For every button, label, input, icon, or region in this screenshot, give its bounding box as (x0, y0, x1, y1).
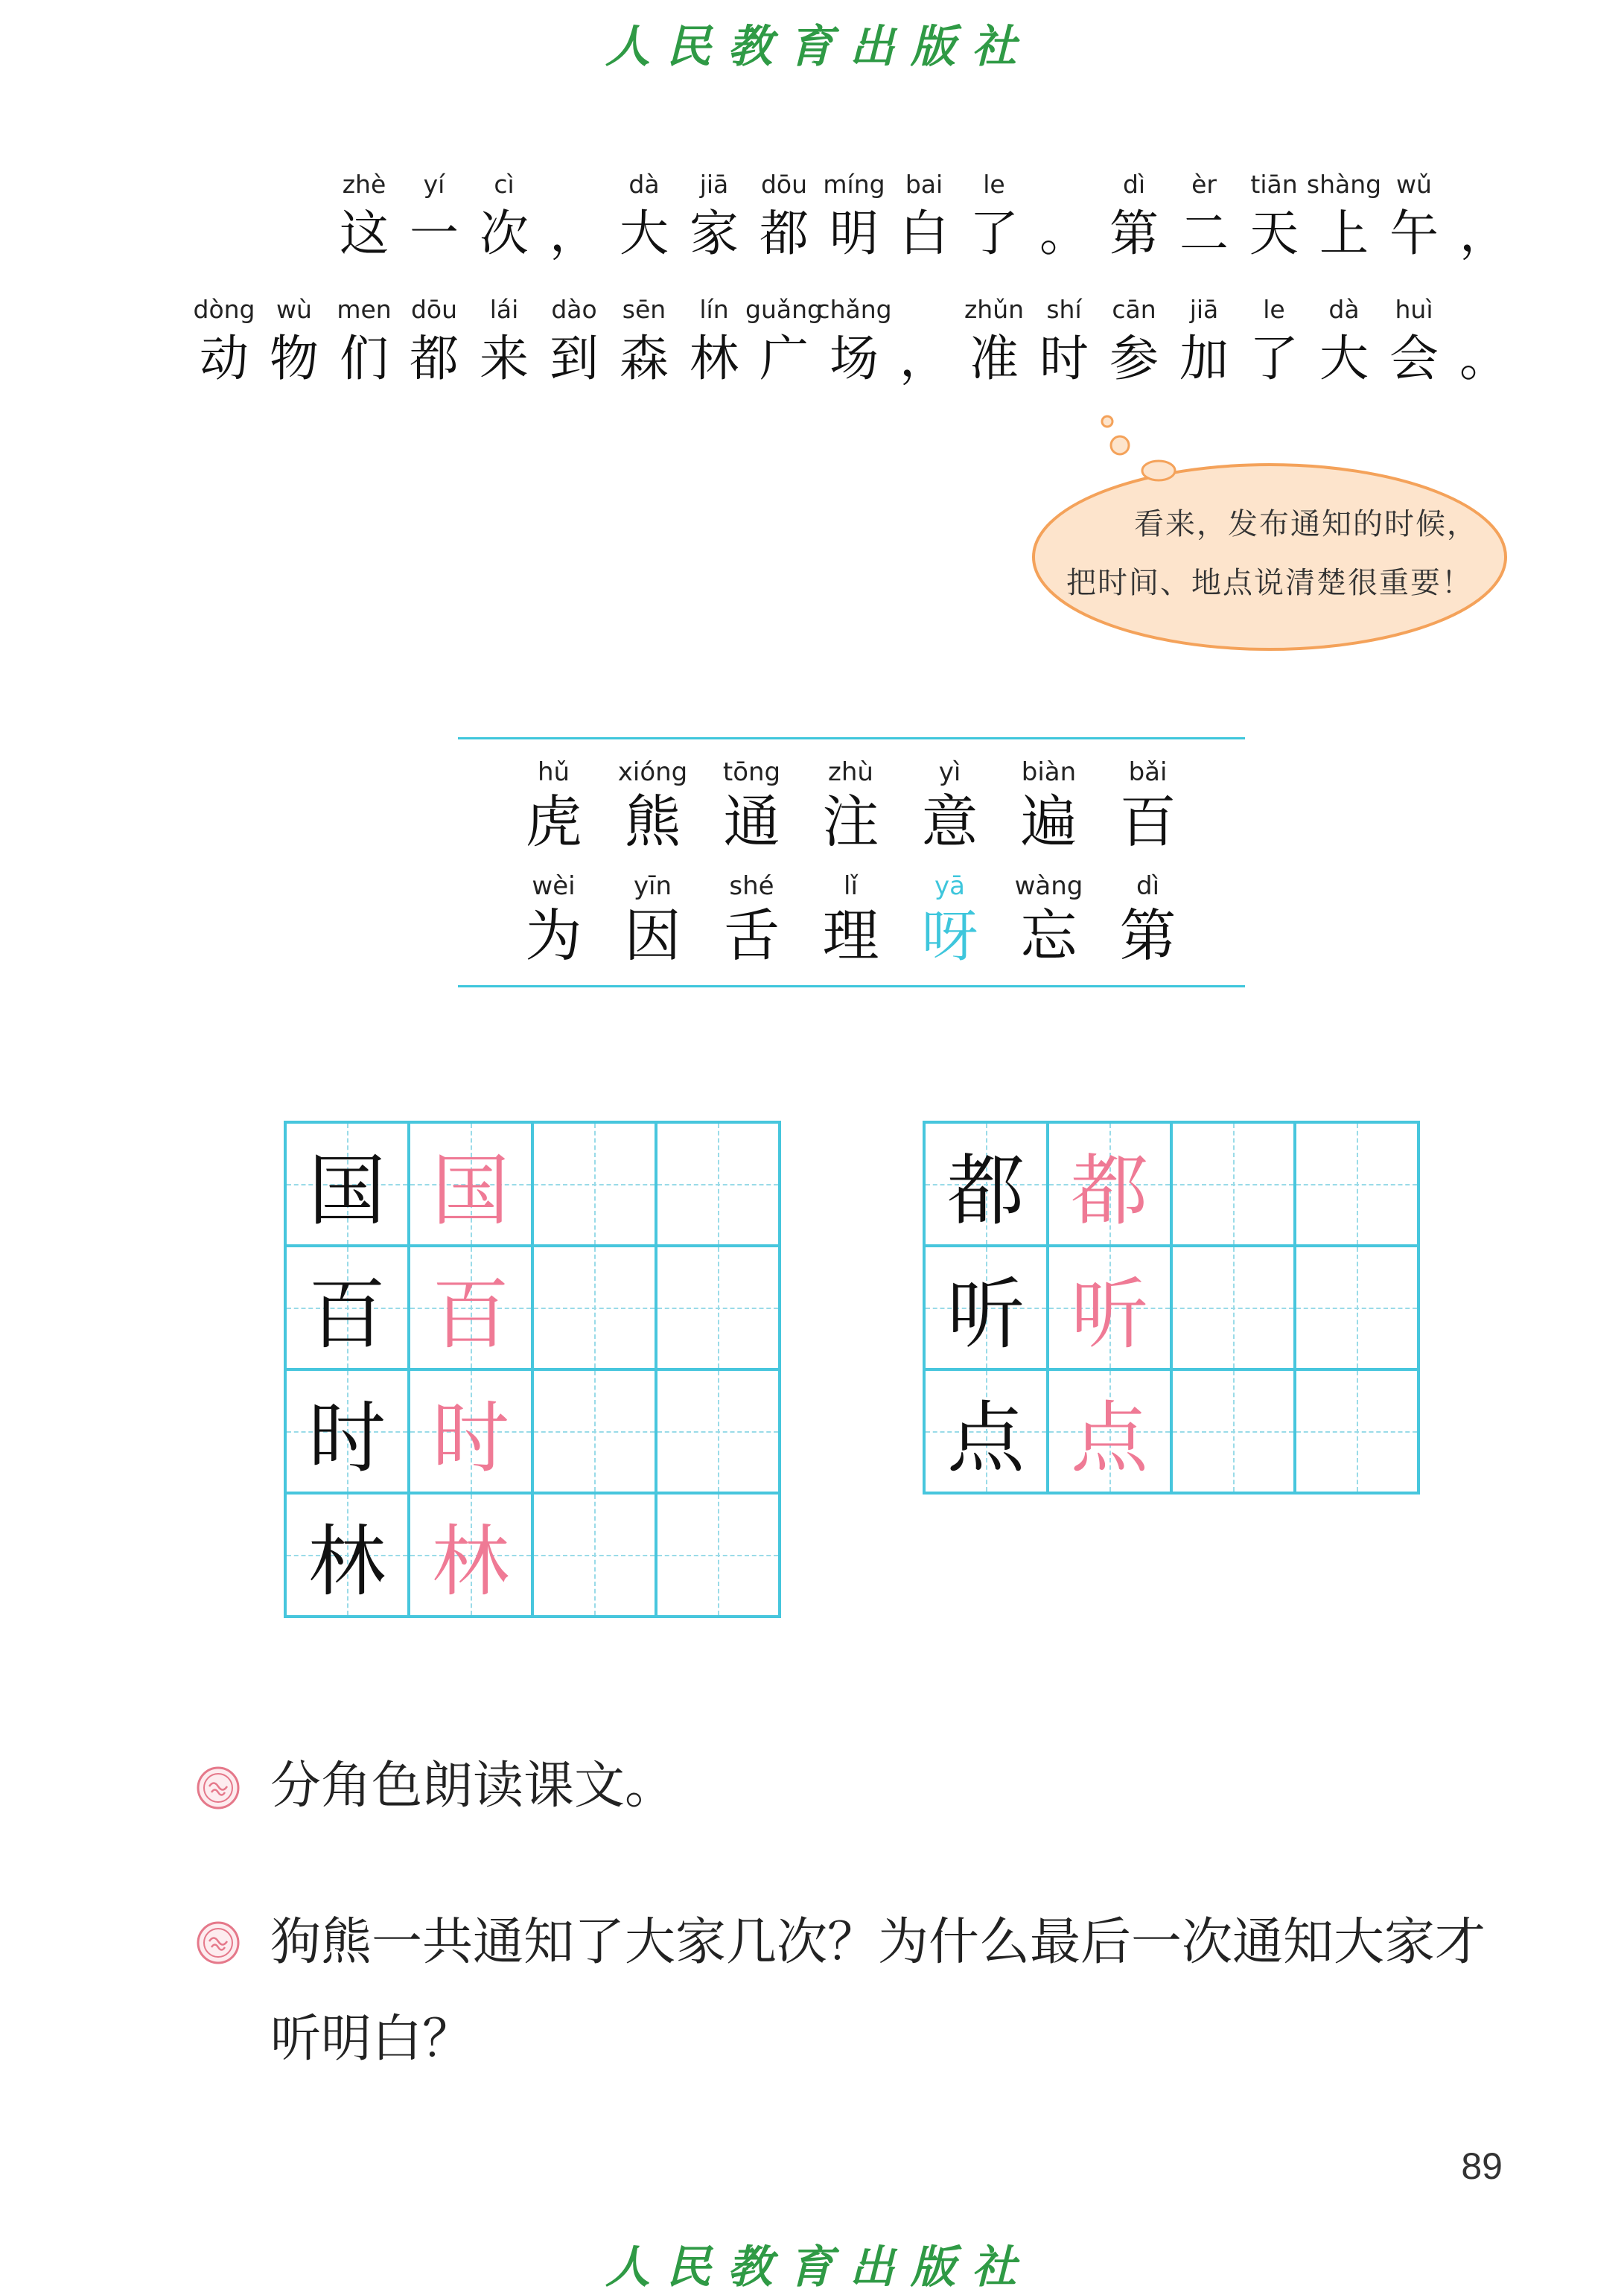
hanzi: 这 (340, 205, 389, 262)
practice-cell (1296, 1124, 1420, 1247)
punctuation: 。 (1459, 330, 1509, 387)
punctuation: ， (550, 205, 599, 262)
hanzi: 第 (1119, 903, 1176, 969)
pinyin: yí (423, 170, 445, 199)
seal-bullet-icon (196, 1766, 241, 1810)
writing-grid-right (923, 1121, 1420, 1495)
pinyin: bai (905, 170, 943, 199)
hanzi: 上 (1319, 205, 1369, 262)
hanzi: 熊 (624, 789, 681, 855)
grid-cell (410, 1495, 534, 1618)
trace-character: 国 (431, 1145, 509, 1236)
ruby-unit (469, 170, 539, 267)
pinyin: wàng (1014, 871, 1083, 901)
pinyin: yīn (633, 871, 672, 901)
character-item (900, 757, 999, 854)
hanzi: 了 (1249, 330, 1299, 387)
pinyin: biàn (1021, 757, 1077, 787)
hanzi: 会 (1389, 330, 1439, 387)
hanzi: 白 (899, 205, 949, 262)
practice-cell (1173, 1124, 1296, 1247)
character-item (1098, 871, 1197, 968)
bubble-body (1034, 465, 1506, 649)
punctuation-unit (1449, 170, 1519, 267)
bubble-dot-large (1142, 461, 1175, 480)
trace-character: 点 (1070, 1392, 1148, 1483)
grid-cell (926, 1371, 1049, 1495)
hanzi: 二 (1179, 205, 1229, 262)
ruby-unit (959, 170, 1029, 267)
hanzi: 加 (1179, 330, 1229, 387)
pinyin: men (337, 295, 392, 324)
pinyin: dào (551, 295, 597, 324)
character-list-row-1 (504, 757, 1197, 854)
hanzi: 百 (1119, 789, 1176, 855)
grid-cell (287, 1495, 410, 1618)
character-item (801, 871, 900, 968)
pinyin: dì (1122, 170, 1146, 199)
practice-cell (657, 1247, 781, 1371)
pinyin: wèi (532, 871, 576, 901)
writing-grid-left (284, 1121, 781, 1618)
pinyin: lǐ (844, 871, 858, 901)
grid-cell (287, 1371, 410, 1495)
hanzi: 理 (822, 903, 879, 969)
seal-bullet-icon (196, 1920, 241, 1965)
practice-cell (657, 1371, 781, 1495)
pinyin: lín (699, 295, 729, 324)
practice-cell (657, 1495, 781, 1618)
hanzi: 来 (480, 330, 529, 387)
character-item (801, 757, 900, 854)
practice-cell (534, 1371, 657, 1495)
hanzi: 准 (969, 330, 1019, 387)
pinyin: wù (276, 295, 312, 324)
pinyin: dōu (760, 170, 808, 199)
model-character: 时 (308, 1392, 386, 1483)
pinyin: tōng (722, 757, 781, 787)
pinyin: yā (934, 871, 965, 901)
character-item (1098, 757, 1197, 854)
hanzi: 次 (480, 205, 529, 262)
hanzi: 森 (620, 330, 669, 387)
practice-cell (657, 1124, 781, 1247)
pinyin: le (983, 170, 1005, 199)
pinyin: wǔ (1396, 170, 1432, 199)
grid-cell (1049, 1371, 1173, 1495)
grid-cell (287, 1247, 410, 1371)
pinyin: dà (628, 170, 660, 199)
ruby-unit (1379, 295, 1449, 392)
model-character: 国 (308, 1145, 386, 1236)
character-item (504, 871, 603, 968)
trace-character: 听 (1070, 1269, 1148, 1360)
pinyin: xióng (617, 757, 688, 787)
bubble-dot-medium (1111, 436, 1129, 454)
practice-cell (534, 1495, 657, 1618)
hanzi: 一 (410, 205, 459, 262)
pinyin: zhè (342, 170, 386, 199)
character-list-row-2 (504, 871, 1197, 968)
hanzi: 第 (1109, 205, 1159, 262)
pinyin: shàng (1306, 170, 1382, 199)
practice-cell (534, 1247, 657, 1371)
pinyin: míng (823, 170, 885, 199)
model-character: 点 (946, 1392, 1025, 1483)
pinyin: dì (1136, 871, 1160, 901)
hanzi: 了 (969, 205, 1019, 262)
character-item-highlighted (900, 871, 999, 968)
model-character: 都 (946, 1145, 1025, 1236)
punctuation: ， (899, 330, 949, 387)
pinyin: huì (1395, 295, 1433, 324)
pinyin: cān (1112, 295, 1156, 324)
hanzi: 时 (1039, 330, 1089, 387)
practice-cell (534, 1124, 657, 1247)
page-number: 89 (1461, 2145, 1503, 2187)
hanzi: 舌 (723, 903, 780, 969)
character-list-top-rule (458, 737, 1245, 739)
ruby-unit (816, 295, 892, 392)
pinyin: zhǔn (964, 295, 1025, 324)
character-item (504, 757, 603, 854)
hanzi: 意 (921, 789, 978, 855)
hanzi: 物 (270, 330, 319, 387)
character-item (702, 871, 801, 968)
practice-cell (1173, 1247, 1296, 1371)
bubble-text-line-1: 看来，发布通知的时候， (1134, 507, 1478, 541)
hanzi: 场 (829, 330, 879, 387)
hanzi: 天 (1249, 205, 1299, 262)
ruby-unit (1379, 170, 1449, 267)
pinyin: yì (938, 757, 961, 787)
hanzi: 遍 (1020, 789, 1077, 855)
model-character: 百 (308, 1269, 386, 1360)
hanzi: 呀 (921, 903, 978, 969)
grid-cell (287, 1124, 410, 1247)
punctuation-unit (1449, 295, 1519, 392)
bubble-text-line-2: 把时间、地点说清楚很重要！ (1066, 566, 1473, 600)
hanzi: 都 (760, 205, 809, 262)
grid-cell (926, 1247, 1049, 1371)
hanzi: 到 (550, 330, 599, 387)
pinyin: cì (494, 170, 515, 199)
hanzi: 明 (829, 205, 879, 262)
hanzi: 林 (690, 330, 739, 387)
pinyin: tiān (1250, 170, 1298, 199)
character-item (999, 757, 1098, 854)
pinyin: shí (1046, 295, 1082, 324)
trace-character: 百 (431, 1269, 509, 1360)
pinyin: jiā (1189, 295, 1219, 324)
character-item (603, 757, 702, 854)
pinyin: guǎng (745, 295, 823, 324)
pinyin: hǔ (537, 757, 570, 787)
hanzi: 通 (723, 789, 780, 855)
model-character: 林 (308, 1516, 386, 1607)
hanzi: 大 (1319, 330, 1369, 387)
pinyin: zhù (828, 757, 873, 787)
trace-character: 时 (431, 1392, 509, 1483)
passage-line-2 (189, 295, 1519, 392)
pinyin: le (1263, 295, 1285, 324)
bubble-dot-small (1102, 416, 1112, 427)
character-list-bottom-rule (458, 985, 1245, 987)
hanzi: 动 (200, 330, 249, 387)
pinyin: jiā (699, 170, 729, 199)
grid-cell (1049, 1247, 1173, 1371)
pinyin: èr (1191, 170, 1217, 199)
trace-character: 林 (431, 1516, 509, 1607)
hanzi: 虎 (525, 789, 582, 855)
hanzi: 午 (1389, 205, 1439, 262)
character-item (702, 757, 801, 854)
publisher-logo-footer: 人民教育出版社 (605, 2241, 1033, 2294)
pinyin: dōu (410, 295, 458, 324)
grid-cell (410, 1371, 534, 1495)
hanzi: 家 (690, 205, 739, 262)
pinyin: shé (729, 871, 774, 901)
pinyin: dà (1328, 295, 1360, 324)
hanzi: 因 (624, 903, 681, 969)
pinyin: chǎng (816, 295, 892, 324)
pinyin: bǎi (1128, 757, 1168, 787)
trace-character: 都 (1070, 1145, 1148, 1236)
exercise-1-text: 分角色朗读课文。 (270, 1757, 676, 1815)
grid-cell (1049, 1124, 1173, 1247)
hanzi: 们 (340, 330, 389, 387)
pinyin: dòng (193, 295, 255, 324)
character-item (603, 871, 702, 968)
pinyin: sēn (622, 295, 666, 324)
model-character: 听 (946, 1269, 1025, 1360)
passage-line-1 (329, 170, 1519, 267)
punctuation: ， (1459, 205, 1509, 262)
pinyin: lái (489, 295, 519, 324)
punctuation: 。 (1039, 205, 1089, 262)
hanzi: 注 (822, 789, 879, 855)
hanzi: 参 (1109, 330, 1159, 387)
hanzi: 都 (410, 330, 459, 387)
character-item (999, 871, 1098, 968)
publisher-logo-header: 人民教育出版社 (605, 21, 1033, 73)
grid-cell (926, 1124, 1049, 1247)
hanzi: 为 (525, 903, 582, 969)
practice-cell (1296, 1371, 1420, 1495)
hanzi: 大 (620, 205, 669, 262)
hanzi: 忘 (1020, 903, 1077, 969)
exercise-2-text: 狗熊一共通知了大家几次？为什么最后一次通知大家才听明白？ (270, 1913, 1486, 2069)
grid-cell (410, 1247, 534, 1371)
grid-cell (410, 1124, 534, 1247)
practice-cell (1296, 1247, 1420, 1371)
hanzi: 广 (760, 330, 809, 387)
practice-cell (1173, 1371, 1296, 1495)
